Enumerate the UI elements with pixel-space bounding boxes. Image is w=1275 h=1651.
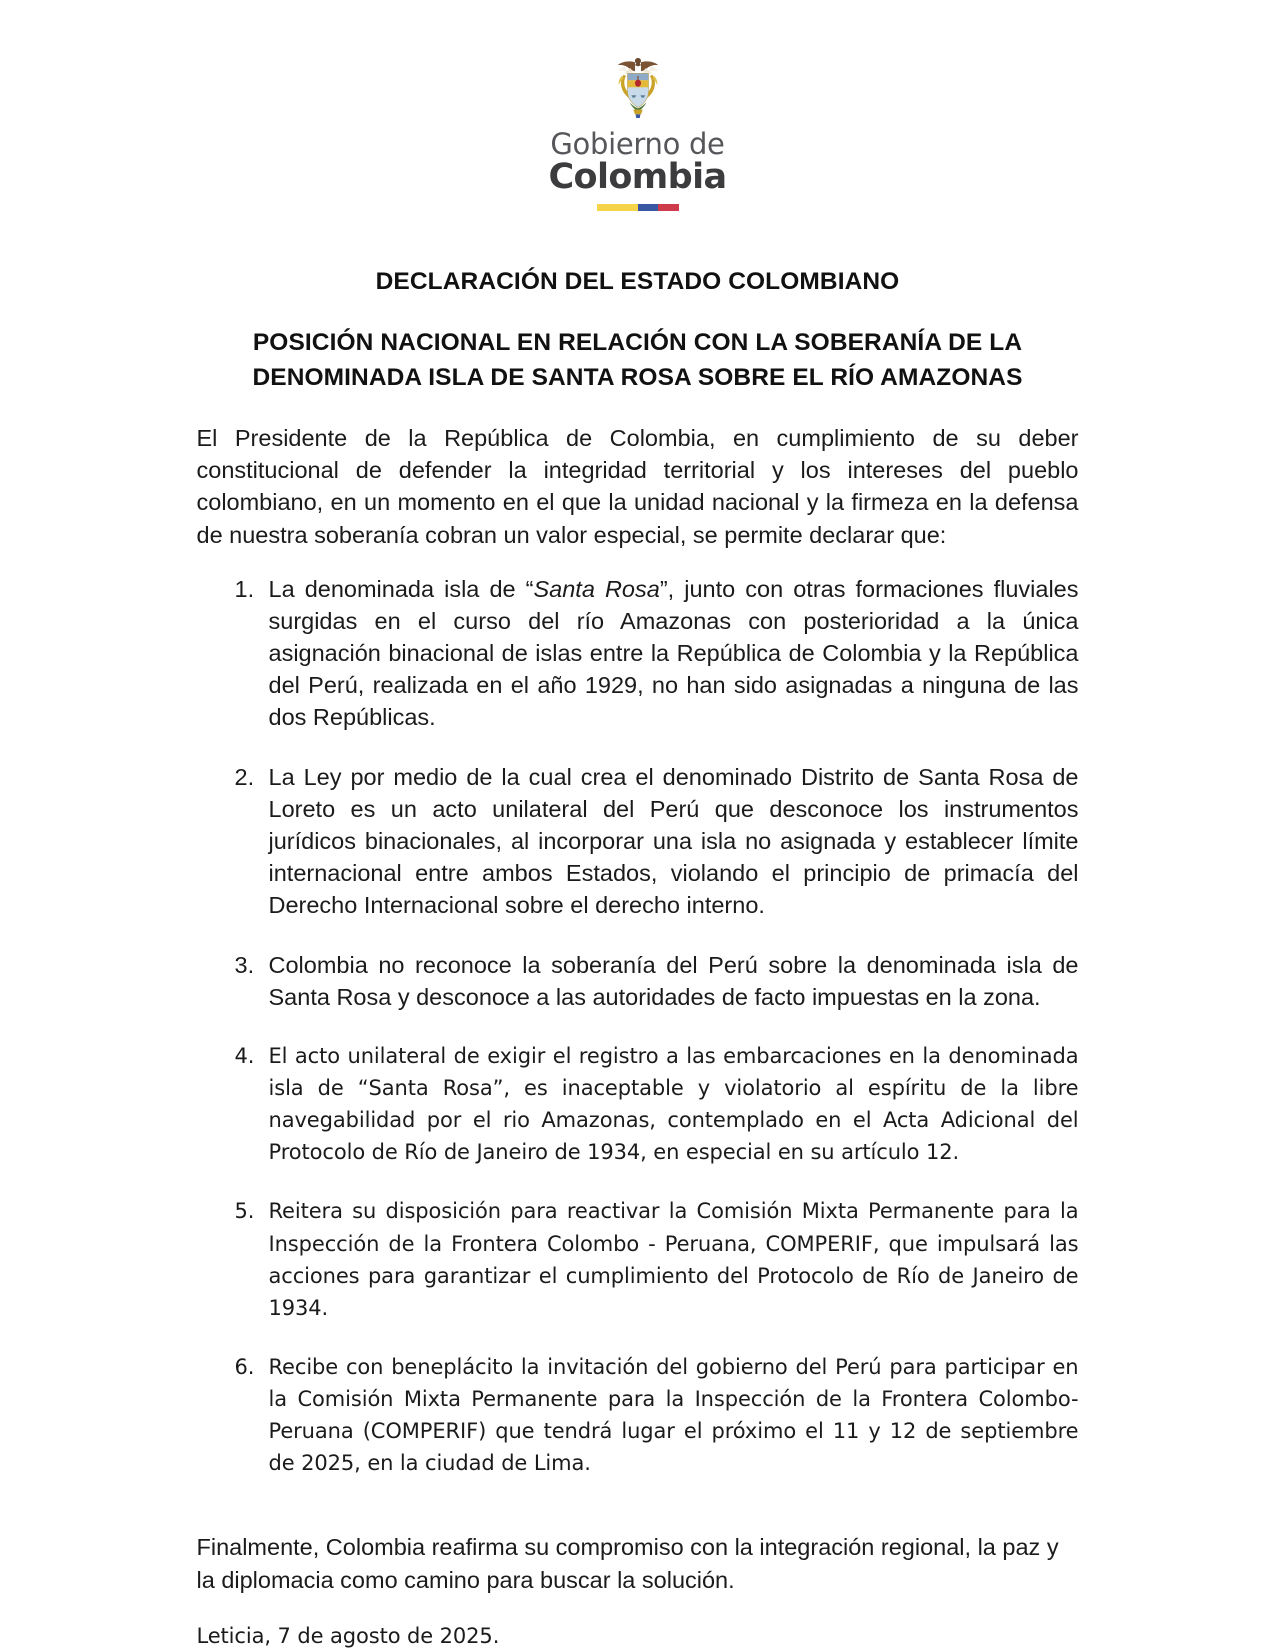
list-item: [197, 1195, 1079, 1324]
intro-paragraph: El Presidente de la República de Colombia, en cumplimiento de su deber constitucional de defender la integridad territorial y los intereses del pueblo colombiano, en un momento en el que la unidad nacional y la firmeza en la defensa de nuestra soberanía cobran un valor especial, se permite declarar que:: [196, 424, 1079, 548]
list-item-text: Colombia no reconoce la soberanía del Perú sobre la denominada isla de Santa Rosa y desconoce a las autoridades de facto impuestas en la zona.: [268, 951, 1079, 1010]
list-item-text: La Ley por medio de la cual crea el denominado Distrito de Santa Rosa de Loreto es un acto unilateral del Perú que desconoce los instrumentos jurídicos binacionales, al incorporar una isla no asignada y establecer límite internacional entre ambos Estados, violando el principio de primacía del Derecho Internacional sobre el derecho interno.: [268, 763, 1079, 919]
list-item: [197, 1351, 1079, 1480]
colombia-flag-bar: [597, 204, 679, 211]
list-item-text-pre: La denominada isla de “: [268, 575, 534, 602]
flag-stripe-blue: [638, 204, 659, 211]
logo-text-colombia: Colombia: [548, 157, 727, 197]
list-item-text-italic: Santa Rosa: [533, 575, 660, 602]
declaration-items-list: [197, 573, 1079, 1480]
list-item-text: Recibe con beneplácito la invitación del gobierno del Perú para participar en la Comisión Mixta Permanente para la Inspección de la Frontera Colombo-Peruana (COMPERIF) que tendrá lugar el próximo el 11 y 12 de septiembre de 2025, en la ciudad de Lima.: [268, 1354, 1079, 1476]
closing-paragraph: Finalmente, Colombia reafirma su compromiso con la integración regional, la paz y la diplomacia como camino para buscar la solución.: [196, 1534, 1059, 1593]
logo-text-gobierno: Gobierno de: [550, 127, 725, 161]
government-logo: [0, 0, 1275, 211]
closing-block: [197, 1531, 1079, 1651]
document-title: DECLARACIÓN DEL ESTADO COLOMBIANO: [375, 268, 900, 295]
list-item: [197, 573, 1079, 734]
list-item: [197, 761, 1079, 922]
document-body: [197, 211, 1079, 1651]
list-item: [197, 949, 1079, 1013]
flag-stripe-yellow: [597, 204, 638, 211]
list-item-text: El acto unilateral de exigir el registro a las embarcaciones en la denominada isla de “Santa Rosa”, es inaceptable y violatorio al espíritu de la libre navegabilidad por el rio Amazonas, contemplado en el Acta Adicional del Protocolo de Río de Janeiro de 1934, en especial en su artículo 12.: [268, 1043, 1079, 1165]
list-item: [197, 1040, 1079, 1169]
logo-wordmark: [548, 127, 727, 197]
list-item-text: Reitera su disposición para reactivar la Comisión Mixta Permanente para la Inspección de la Frontera Colombo - Peruana, COMPERIF, que impulsará las acciones para garantizar el cumplimiento del Protocolo de Río de Janeiro de 1934.: [268, 1199, 1079, 1320]
document-subtitle: [197, 326, 1079, 396]
document-subtitle-line-2: DENOMINADA ISLA DE SANTA ROSA SOBRE EL RÍO AMAZONAS: [252, 364, 1023, 392]
colombia-coat-of-arms-icon: [602, 52, 674, 124]
list-item-text-post: ”, junto con otras formaciones fluviales surgidas en el curso del río Amazonas con posterioridad a la única asignación binacional de islas entre la República de Colombia y la República del Perú, realizada en el año 1929, no han sido asignadas a ninguna de las dos Repúblicas.: [268, 575, 1079, 731]
signoff-line: Leticia, 7 de agosto de 2025.: [196, 1623, 500, 1648]
flag-stripe-red: [658, 204, 679, 211]
document-subtitle-line-1: POSICIÓN NACIONAL EN RELACIÓN CON LA SOBERANÍA DE LA: [252, 329, 1023, 357]
